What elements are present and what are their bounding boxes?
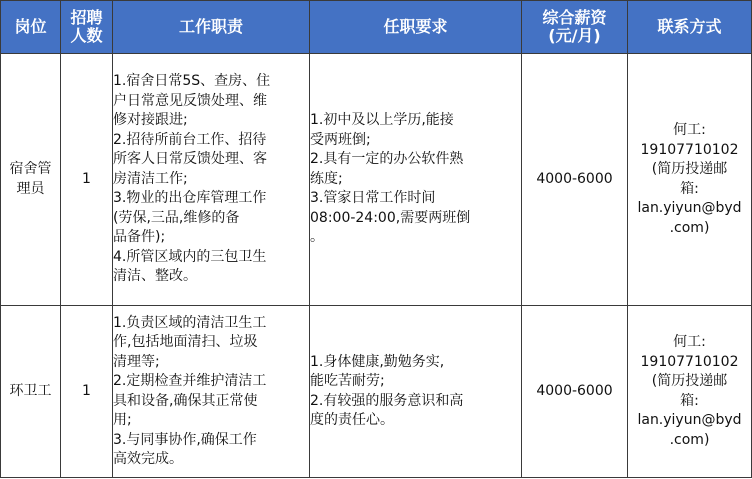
duty-line: 清洁、整改。 [113,268,197,285]
header-duties: 工作职责 [113,1,310,54]
duty-line: 1.宿舍日常5S、查房、住 [113,73,271,90]
contact-line: .com) [669,431,710,448]
requirement-line: 2.具有一定的办公软件熟 [310,151,464,168]
duty-line: 高效完成。 [113,451,183,467]
requirement-line: 1.身体健康,勤勉务实, [310,353,445,370]
contact-line: 箱: [680,180,699,197]
duty-line: 4.所管区域内的三包卫生 [113,248,267,265]
position-cell [1,54,61,306]
requirement-line: 。 [310,229,324,246]
position-line: 理员 [16,180,45,197]
duty-line: 品备件); [113,229,166,246]
position-line: 宿舍管 [9,161,52,177]
count-cell: 1 [61,306,113,478]
duties-cell [113,306,310,478]
duty-line: 3.物业的出仓库管理工作 [113,190,267,207]
requirement-line: 08:00-24:00,需要两班倒 [310,209,471,226]
header-position: 岗位 [1,1,61,54]
position-line: 环卫工 [9,382,52,399]
duty-line: 具和设备,确保其正常使 [113,392,258,409]
duties-cell [113,54,310,306]
contact-line: 何工: [673,122,706,138]
duty-line: (劳保,三品,维修的备 [113,209,240,226]
salary-cell: 4000-6000 [522,54,628,306]
table-header-row [1,1,752,54]
contact-cell [628,54,752,306]
contact-line: 箱: [680,392,699,409]
duty-line: 用; [113,412,132,428]
contact-phone: 19107710102 [640,353,739,370]
count-cell: 1 [61,54,113,306]
salary-cell: 4000-6000 [522,306,628,478]
position-cell [1,306,61,478]
duty-line: 户日常意见反馈处理、维 [113,92,267,109]
contact-line: (简历投递邮 [651,161,728,177]
header-count [61,1,113,54]
duty-line: 房清洁工作; [113,170,188,187]
contact-line: .com) [669,219,710,236]
contact-phone: 19107710102 [640,141,739,158]
duty-line: 修对接跟进; [113,112,188,129]
contact-cell [628,306,752,478]
requirement-line: 受两班倒; [310,131,371,148]
header-requirements: 任职要求 [310,1,522,54]
requirement-line: 2.有较强的服务意识和高 [310,392,464,409]
header-salary [522,1,628,54]
header-salary-line2: (元/月) [548,26,601,45]
contact-line: (简历投递邮 [651,373,728,389]
duty-line: 作,包括地面清扫、垃圾 [113,334,258,350]
requirements-cell [310,54,522,306]
header-count-line1: 招聘 [70,8,103,27]
table-row [1,54,752,306]
duty-line: 所客人日常反馈处理、客 [113,151,267,168]
requirement-line: 度的责任心。 [310,412,394,428]
duty-line: 1.负责区域的清洁卫生工 [113,314,267,331]
duty-line: 2.招待所前台工作、招待 [113,131,267,148]
duty-line: 3.与同事协作,确保工作 [113,431,257,448]
requirements-cell [310,306,522,478]
requirement-line: 练度; [310,170,343,187]
header-contact: 联系方式 [628,1,752,54]
table-row [1,306,752,478]
contact-email: lan.yiyun@byd [637,200,742,216]
duty-line: 清理等; [113,353,160,370]
requirement-line: 3.管家日常工作时间 [310,190,436,207]
duty-line: 2.定期检查并维护清洁工 [113,373,267,389]
header-count-line2: 人数 [70,26,103,45]
header-salary-line1: 综合薪资 [542,8,607,27]
requirement-line: 能吃苦耐劳; [310,373,385,389]
contact-line: 何工: [673,334,706,350]
requirement-line: 1.初中及以上学历,能接 [310,112,454,129]
contact-email: lan.yiyun@byd [637,412,742,428]
